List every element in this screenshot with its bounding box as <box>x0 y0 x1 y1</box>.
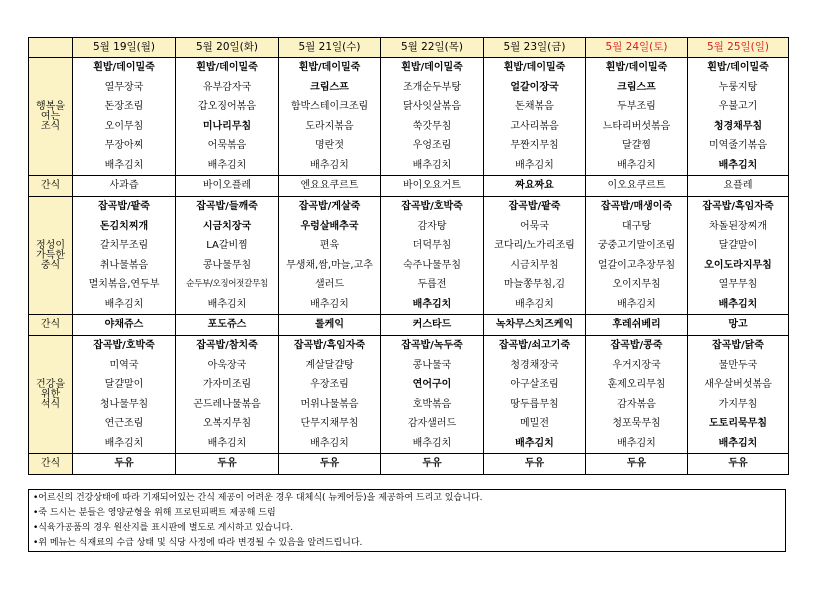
note-line: •어르신의 건강상태에 따라 기재되어있는 간식 제공이 어려운 경우 대체식( 뉴케어등)을 제공하여 드리고 있습니다. <box>33 493 483 503</box>
menu-item: 시금치장국 <box>202 220 252 232</box>
menu-item: 흰밥/데이밀죽 <box>605 62 668 74</box>
menu-item: 머위나물볶음 <box>300 398 359 410</box>
menu-item: 연근조림 <box>104 418 144 430</box>
breakfast-cell <box>688 58 789 176</box>
menu-item: 흰밥/데이밀죽 <box>401 62 463 74</box>
menu-item: 잡곡밥/호박죽 <box>93 340 155 352</box>
breakfast-row <box>29 58 789 176</box>
menu-item: 새우살버섯볶음 <box>704 379 772 391</box>
menu-item: 잡곡밥/매생이죽 <box>600 201 673 213</box>
menu-item: 콩나물무침 <box>202 259 252 271</box>
breakfast-cell <box>279 58 381 176</box>
menu-item: 배추김치 <box>412 159 452 171</box>
menu-item: 청경채장국 <box>510 359 559 371</box>
menu-item: 대구탕 <box>622 220 651 232</box>
menu-item: 무짠지무침 <box>510 140 559 152</box>
menu-item: 열무무침 <box>718 279 758 291</box>
menu-item: 배추김치 <box>617 437 656 449</box>
menu-item: 무장아찌 <box>104 140 144 152</box>
weekly-menu-table <box>28 37 789 475</box>
snack-row <box>29 176 789 197</box>
snack-cell: 사과즙 <box>73 176 176 197</box>
menu-item: 달걀말이 <box>718 240 758 252</box>
day-header-weekend: 5월 25일(일) <box>688 38 789 58</box>
menu-item: 두부조림 <box>617 101 656 113</box>
menu-item: 연어구이 <box>412 379 452 391</box>
menu-item: 조개순두부탕 <box>403 81 461 93</box>
menu-item: 가지무침 <box>718 398 758 410</box>
menu-item: 차돌된장찌개 <box>709 220 767 232</box>
menu-item: 달걀찜 <box>622 140 651 152</box>
menu-item: 마늘쫑무침,김 <box>503 279 566 291</box>
lunch-cell <box>279 197 381 315</box>
day-header: 5월 21일(수) <box>279 38 381 58</box>
menu-item: 오이도라지무침 <box>704 259 772 271</box>
menu-item: 배추김치 <box>412 437 452 449</box>
menu-item: LA갈비찜 <box>206 240 248 252</box>
menu-item: 잡곡밥/흑임자죽 <box>702 201 774 213</box>
snack-cell: 커스타드 <box>381 315 484 336</box>
snack-cell: 두유 <box>484 454 586 475</box>
menu-item: 배추김치 <box>104 159 144 171</box>
menu-item: 잡곡밥/들깨죽 <box>196 201 258 213</box>
snack-cell: 포도쥬스 <box>176 315 279 336</box>
menu-item: 편육 <box>319 240 340 252</box>
menu-item: 흰밥/데이밀죽 <box>298 62 361 74</box>
menu-item: 멸치볶음,연두부 <box>88 279 160 291</box>
dinner-cell <box>73 336 176 454</box>
menu-item: 잡곡밥/게살죽 <box>298 201 361 213</box>
menu-item: 우엉조림 <box>412 140 452 152</box>
snack-cell: 두유 <box>688 454 789 475</box>
menu-item: 고사리볶음 <box>510 120 559 132</box>
section-label: 행복을 여는 조식 <box>29 58 73 176</box>
menu-item: 시금치무침 <box>510 259 559 271</box>
snack-cell: 두유 <box>176 454 279 475</box>
menu-item: 청경채무침 <box>713 120 763 132</box>
menu-item: 계살달걀탕 <box>305 359 354 371</box>
breakfast-cell <box>381 58 484 176</box>
menu-item: 유부감자국 <box>202 81 252 93</box>
menu-item: 감자탕 <box>417 220 447 232</box>
menu-item: 청나물무침 <box>99 398 149 410</box>
breakfast-cell <box>586 58 688 176</box>
menu-item: 도라지볶음 <box>305 120 354 132</box>
menu-item: 배추김치 <box>515 298 554 310</box>
menu-item: 미역줄기볶음 <box>709 140 767 152</box>
menu-item: 우장조림 <box>310 379 349 391</box>
menu-item: 아욱장국 <box>207 359 247 371</box>
menu-item: 두릅전 <box>417 279 447 291</box>
menu-item: 가자미조림 <box>202 379 252 391</box>
menu-item: 배추김치 <box>617 298 656 310</box>
day-header: 5월 19일(월) <box>73 38 176 58</box>
menu-item: 잡곡밥/녹두죽 <box>401 340 463 352</box>
menu-item: 잡곡밥/참치죽 <box>196 340 258 352</box>
menu-item: 우거지장국 <box>612 359 661 371</box>
menu-item: 얼갈이장국 <box>510 81 559 93</box>
notes-box <box>28 489 786 552</box>
menu-item: 잡곡밥/흑임자죽 <box>293 340 366 352</box>
menu-item: 갈치무조림 <box>99 240 149 252</box>
menu-item: 곤드레나물볶음 <box>193 398 261 410</box>
menu-item: 돈장조림 <box>104 101 144 113</box>
dinner-row <box>29 336 789 454</box>
menu-item: 크림스프 <box>617 81 656 93</box>
menu-item: 함박스테이크조림 <box>290 101 369 113</box>
menu-item: 닭사잇살볶음 <box>403 101 461 113</box>
menu-item: 어묵볶음 <box>207 140 247 152</box>
menu-item: 궁중고기말이조림 <box>597 240 676 252</box>
menu-item: 흰밥/데이밀죽 <box>503 62 566 74</box>
note-line: •죽 드시는 분들은 영양균형을 위해 프로틴피팩트 제공해 드림 <box>33 508 276 518</box>
menu-item: 미역국 <box>109 359 139 371</box>
menu-item: 단무지채무침 <box>300 418 359 430</box>
menu-item: 감자볶음 <box>617 398 656 410</box>
menu-item: 명란젓 <box>315 140 344 152</box>
menu-item: 배추김치 <box>104 298 144 310</box>
day-header-weekend: 5월 24일(토) <box>586 38 688 58</box>
menu-item: 갑오징어볶음 <box>198 101 256 113</box>
menu-item: 배추김치 <box>617 159 656 171</box>
menu-item: 배추김치 <box>207 437 247 449</box>
menu-item: 잡곡밥/콩죽 <box>610 340 663 352</box>
section-label: 간식 <box>29 176 73 197</box>
lunch-cell <box>484 197 586 315</box>
lunch-cell <box>176 197 279 315</box>
menu-item: 배추김치 <box>718 159 758 171</box>
breakfast-cell <box>484 58 586 176</box>
menu-item: 잡곡밥/닭죽 <box>712 340 764 352</box>
menu-item: 샐러드 <box>315 279 344 291</box>
menu-item: 무생채,쌈,마늘,고추 <box>286 259 373 271</box>
menu-item: 배추김치 <box>310 298 349 310</box>
lunch-cell <box>381 197 484 315</box>
menu-item: 미나리무침 <box>202 120 252 132</box>
menu-item: 청포묵무침 <box>612 418 661 430</box>
snack-cell: 야채쥬스 <box>73 315 176 336</box>
snack-cell: 두유 <box>279 454 381 475</box>
menu-item: 열무장국 <box>104 81 144 93</box>
menu-item: 배추김치 <box>310 159 349 171</box>
snack-cell: 요플레 <box>688 176 789 197</box>
section-label: 정성이 가득한 중식 <box>29 197 73 315</box>
snack-cell: 바이오요거트 <box>381 176 484 197</box>
snack-row <box>29 315 789 336</box>
menu-item: 잡곡밥/팥죽 <box>508 201 561 213</box>
day-header: 5월 23일(금) <box>484 38 586 58</box>
menu-item: 순두부/오징어젓갈무침 <box>186 279 268 290</box>
menu-item: 훈제오리무침 <box>607 379 666 391</box>
menu-item: 취나물볶음 <box>99 259 149 271</box>
section-label: 건강을 위한 석식 <box>29 336 73 454</box>
menu-item: 오복지무침 <box>202 418 252 430</box>
menu-item: 흰밥/데이밀죽 <box>196 62 258 74</box>
menu-item: 어묵국 <box>520 220 549 232</box>
dinner-cell <box>381 336 484 454</box>
menu-item: 더덕무침 <box>412 240 452 252</box>
menu-item: 잡곡밥/호박죽 <box>401 201 463 213</box>
snack-cell: 짜요짜요 <box>484 176 586 197</box>
snack-cell: 망고 <box>688 315 789 336</box>
menu-item: 배추김치 <box>718 437 758 449</box>
menu-item: 잡곡밥/쇠고기죽 <box>498 340 571 352</box>
menu-item: 배추김치 <box>515 437 554 449</box>
menu-item: 배추김치 <box>310 437 349 449</box>
menu-item: 배추김치 <box>515 159 554 171</box>
menu-item: 배추김치 <box>207 159 247 171</box>
menu-item: 쑥갓무침 <box>412 120 452 132</box>
snack-cell: 바이오플레 <box>176 176 279 197</box>
menu-item: 호박볶음 <box>412 398 452 410</box>
dinner-cell <box>176 336 279 454</box>
menu-item: 잡곡밥/팥죽 <box>98 201 150 213</box>
day-header: 5월 22일(목) <box>381 38 484 58</box>
corner-cell <box>29 38 73 58</box>
lunch-cell <box>73 197 176 315</box>
day-header: 5월 20일(화) <box>176 38 279 58</box>
header-row <box>29 38 789 58</box>
menu-item: 코다리/노가리조림 <box>494 240 575 252</box>
lunch-row <box>29 197 789 315</box>
menu-item: 배추김치 <box>718 298 758 310</box>
menu-item: 땅두릅무침 <box>510 398 559 410</box>
dinner-cell <box>484 336 586 454</box>
section-label: 간식 <box>29 454 73 475</box>
menu-item: 배추김치 <box>207 298 247 310</box>
lunch-cell <box>688 197 789 315</box>
section-label: 간식 <box>29 315 73 336</box>
snack-cell: 이오요쿠르트 <box>586 176 688 197</box>
menu-item: 누룽지탕 <box>718 81 758 93</box>
dinner-cell <box>279 336 381 454</box>
menu-item: 배추김치 <box>412 298 452 310</box>
snack-cell: 엔요요쿠르트 <box>279 176 381 197</box>
menu-item: 감자샐러드 <box>407 418 457 430</box>
menu-item: 크림스프 <box>310 81 349 93</box>
menu-item: 돈채볶음 <box>515 101 554 113</box>
menu-item: 숙주나물무침 <box>403 259 461 271</box>
menu-item: 돈김치찌개 <box>99 220 149 232</box>
snack-cell: 두유 <box>381 454 484 475</box>
menu-item: 물만두국 <box>718 359 758 371</box>
menu-item: 흰밥/데이밀죽 <box>707 62 769 74</box>
menu-item: 달걀말이 <box>104 379 144 391</box>
menu-item: 흰밥/데이밀죽 <box>93 62 155 74</box>
dinner-cell <box>586 336 688 454</box>
snack-cell: 두유 <box>73 454 176 475</box>
menu-item: 우불고기 <box>718 101 758 113</box>
note-line: •식육가공품의 경우 원산지를 표시판에 별도로 게시하고 있습니다. <box>33 523 294 533</box>
menu-item: 우렁살배추국 <box>300 220 359 232</box>
dinner-cell <box>688 336 789 454</box>
snack-row <box>29 454 789 475</box>
snack-cell: 롤케익 <box>279 315 381 336</box>
menu-item: 오이지무침 <box>612 279 661 291</box>
menu-item: 얼갈이고추장무침 <box>597 259 676 271</box>
menu-item: 오이무침 <box>104 120 144 132</box>
snack-cell: 후레쉬베리 <box>586 315 688 336</box>
note-line: •위 메뉴는 식재료의 수급 상태 및 식당 사정에 따라 변경될 수 있음을 알려드립니다. <box>33 538 363 548</box>
menu-item: 도토리묵무침 <box>709 418 767 430</box>
menu-item: 콩나물국 <box>412 359 452 371</box>
snack-cell: 두유 <box>586 454 688 475</box>
lunch-cell <box>586 197 688 315</box>
breakfast-cell <box>176 58 279 176</box>
menu-item: 배추김치 <box>104 437 144 449</box>
snack-cell: 녹차무스치즈케익 <box>484 315 586 336</box>
menu-item: 아구살조림 <box>510 379 559 391</box>
breakfast-cell <box>73 58 176 176</box>
menu-item: 느타리버섯볶음 <box>602 120 671 132</box>
menu-item: 메밀전 <box>520 418 549 430</box>
